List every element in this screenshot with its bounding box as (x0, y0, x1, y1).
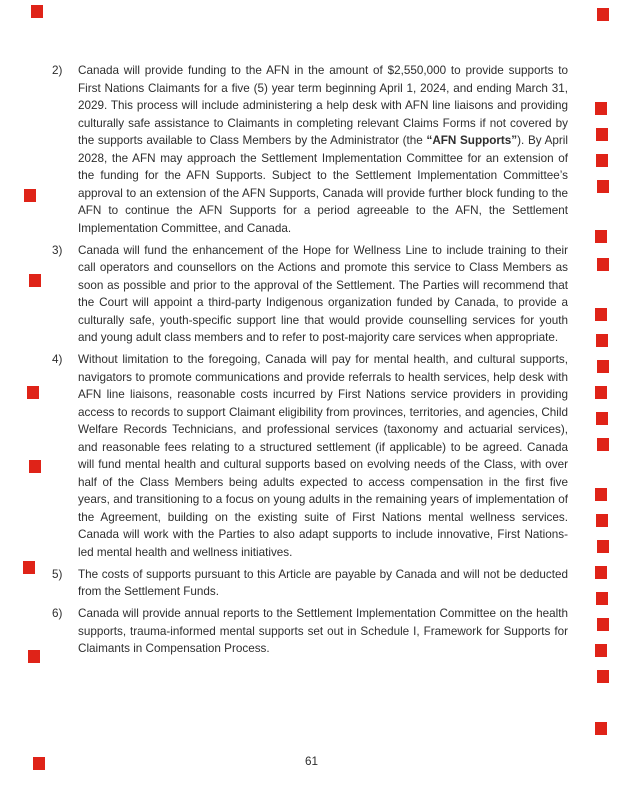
list-item-text: Canada will provide annual reports to the Settlement Implementation Committee on the health supports, trauma-informed mental supports set out in Schedule I, Framework for Supports for Claimants in Compensation Process. (78, 607, 568, 655)
list-item (52, 566, 568, 601)
list-item-text: Canada will fund the enhancement of the Hope for Wellness Line to include training to their call operators and counsellors on the Actions and promote this service to Class Members as soon as possible and prior to the approval of the Settlement. The Parties will recommend that the Court will appoint a third-party Indigenous organization funded by Canada, to provide a culturally safe, youth-specific support line that would provide counselling services for youth and young adult class members and to refer to post-majority care services when appropriate. (78, 243, 568, 344)
red-edge-mark (597, 8, 609, 21)
red-edge-mark (29, 460, 41, 473)
red-edge-mark (595, 386, 607, 399)
list-item-number: 3) (52, 243, 63, 257)
red-edge-mark (29, 274, 41, 287)
list-item (52, 242, 568, 347)
red-edge-mark (595, 102, 607, 115)
list-item (52, 605, 568, 658)
red-edge-mark (595, 488, 607, 501)
red-edge-mark (24, 189, 36, 202)
red-edge-mark (597, 360, 609, 373)
red-edge-mark (597, 618, 609, 631)
red-edge-mark (597, 258, 609, 271)
list-item-number: 5) (52, 567, 63, 581)
list-item (52, 351, 568, 561)
list-item (52, 62, 568, 237)
red-edge-mark (596, 128, 608, 141)
red-edge-mark (596, 592, 608, 605)
list-item-number: 4) (52, 353, 63, 366)
red-edge-mark (28, 650, 40, 663)
list-item-number: 2) (52, 64, 63, 77)
paragraph-list (52, 62, 568, 662)
red-edge-mark (595, 230, 607, 243)
red-edge-mark (595, 308, 607, 321)
red-edge-mark (595, 644, 607, 657)
red-edge-mark (595, 566, 607, 579)
red-edge-mark (596, 514, 608, 527)
red-edge-mark (595, 722, 607, 735)
red-edge-mark (596, 334, 608, 347)
red-edge-mark (33, 757, 45, 770)
red-edge-mark (597, 540, 609, 553)
red-edge-mark (596, 154, 608, 167)
list-item-text: Canada will provide funding to the AFN in the amount of $2,550,000 to provide supports to First Nations Claimants for a five (5) year term beginning April 1, 2024, and ending March 31, 2029. This process will include administering a help desk with AFN line liaisons and providing culturally safe assistance to Claimants in completing relevant Claims Forms if not covered by the supports available to Class Members by the Administrator (the “AFN Supports”). By April 2028, the AFN may approach the Settlement Implementation Committee for an extension of the funding for the AFN Supports. Subject to the Settlement Implementation Committee’s approval to an extension of the AFN Supports, Canada will provide further block funding to the AFN to continue the AFN Supports for a period agreeable to the AFN, the Settlement Implementation Committee, and Canada. (78, 64, 569, 235)
red-edge-mark (27, 386, 39, 399)
red-edge-mark (31, 5, 43, 18)
red-edge-mark (23, 561, 35, 574)
page-number: 61 (304, 755, 318, 768)
list-item-text: Without limitation to the foregoing, Canada will pay for mental health, and cultural supports, navigators to promote communications and provide referrals to health services, help desk with AFN line liaisons, reasonable costs incurred by First Nations service providers in providing access to records to support Claimant eligibility from provinces, territories, and agencies, Child Welfare Records Technicians, and professional services (taxonomy and actuarial services), and reasonable fees relating to a structured settlement (if applicable) to be agreed. Canada will fund mental health and cultural supports based on evolving needs of the Class, with over half of the Class Members being adults expected to access compensation in the first five years, and transitioning to a focus on young adults in the remaining years of implementation of the Agreement, building on the existing suite of First Nations mental wellness services. Canada will work with the Parties to also adapt supports to include innovative, First Nations-led mental health and wellness initiatives. (78, 353, 568, 559)
list-item-number: 6) (52, 607, 63, 620)
red-edge-mark (597, 670, 609, 683)
red-edge-mark (597, 438, 609, 451)
list-item-text: The costs of supports pursuant to this Article are payable by Canada and will not be deducted from the Settlement Funds. (78, 567, 568, 598)
red-edge-mark (597, 180, 609, 193)
red-edge-mark (596, 412, 608, 425)
